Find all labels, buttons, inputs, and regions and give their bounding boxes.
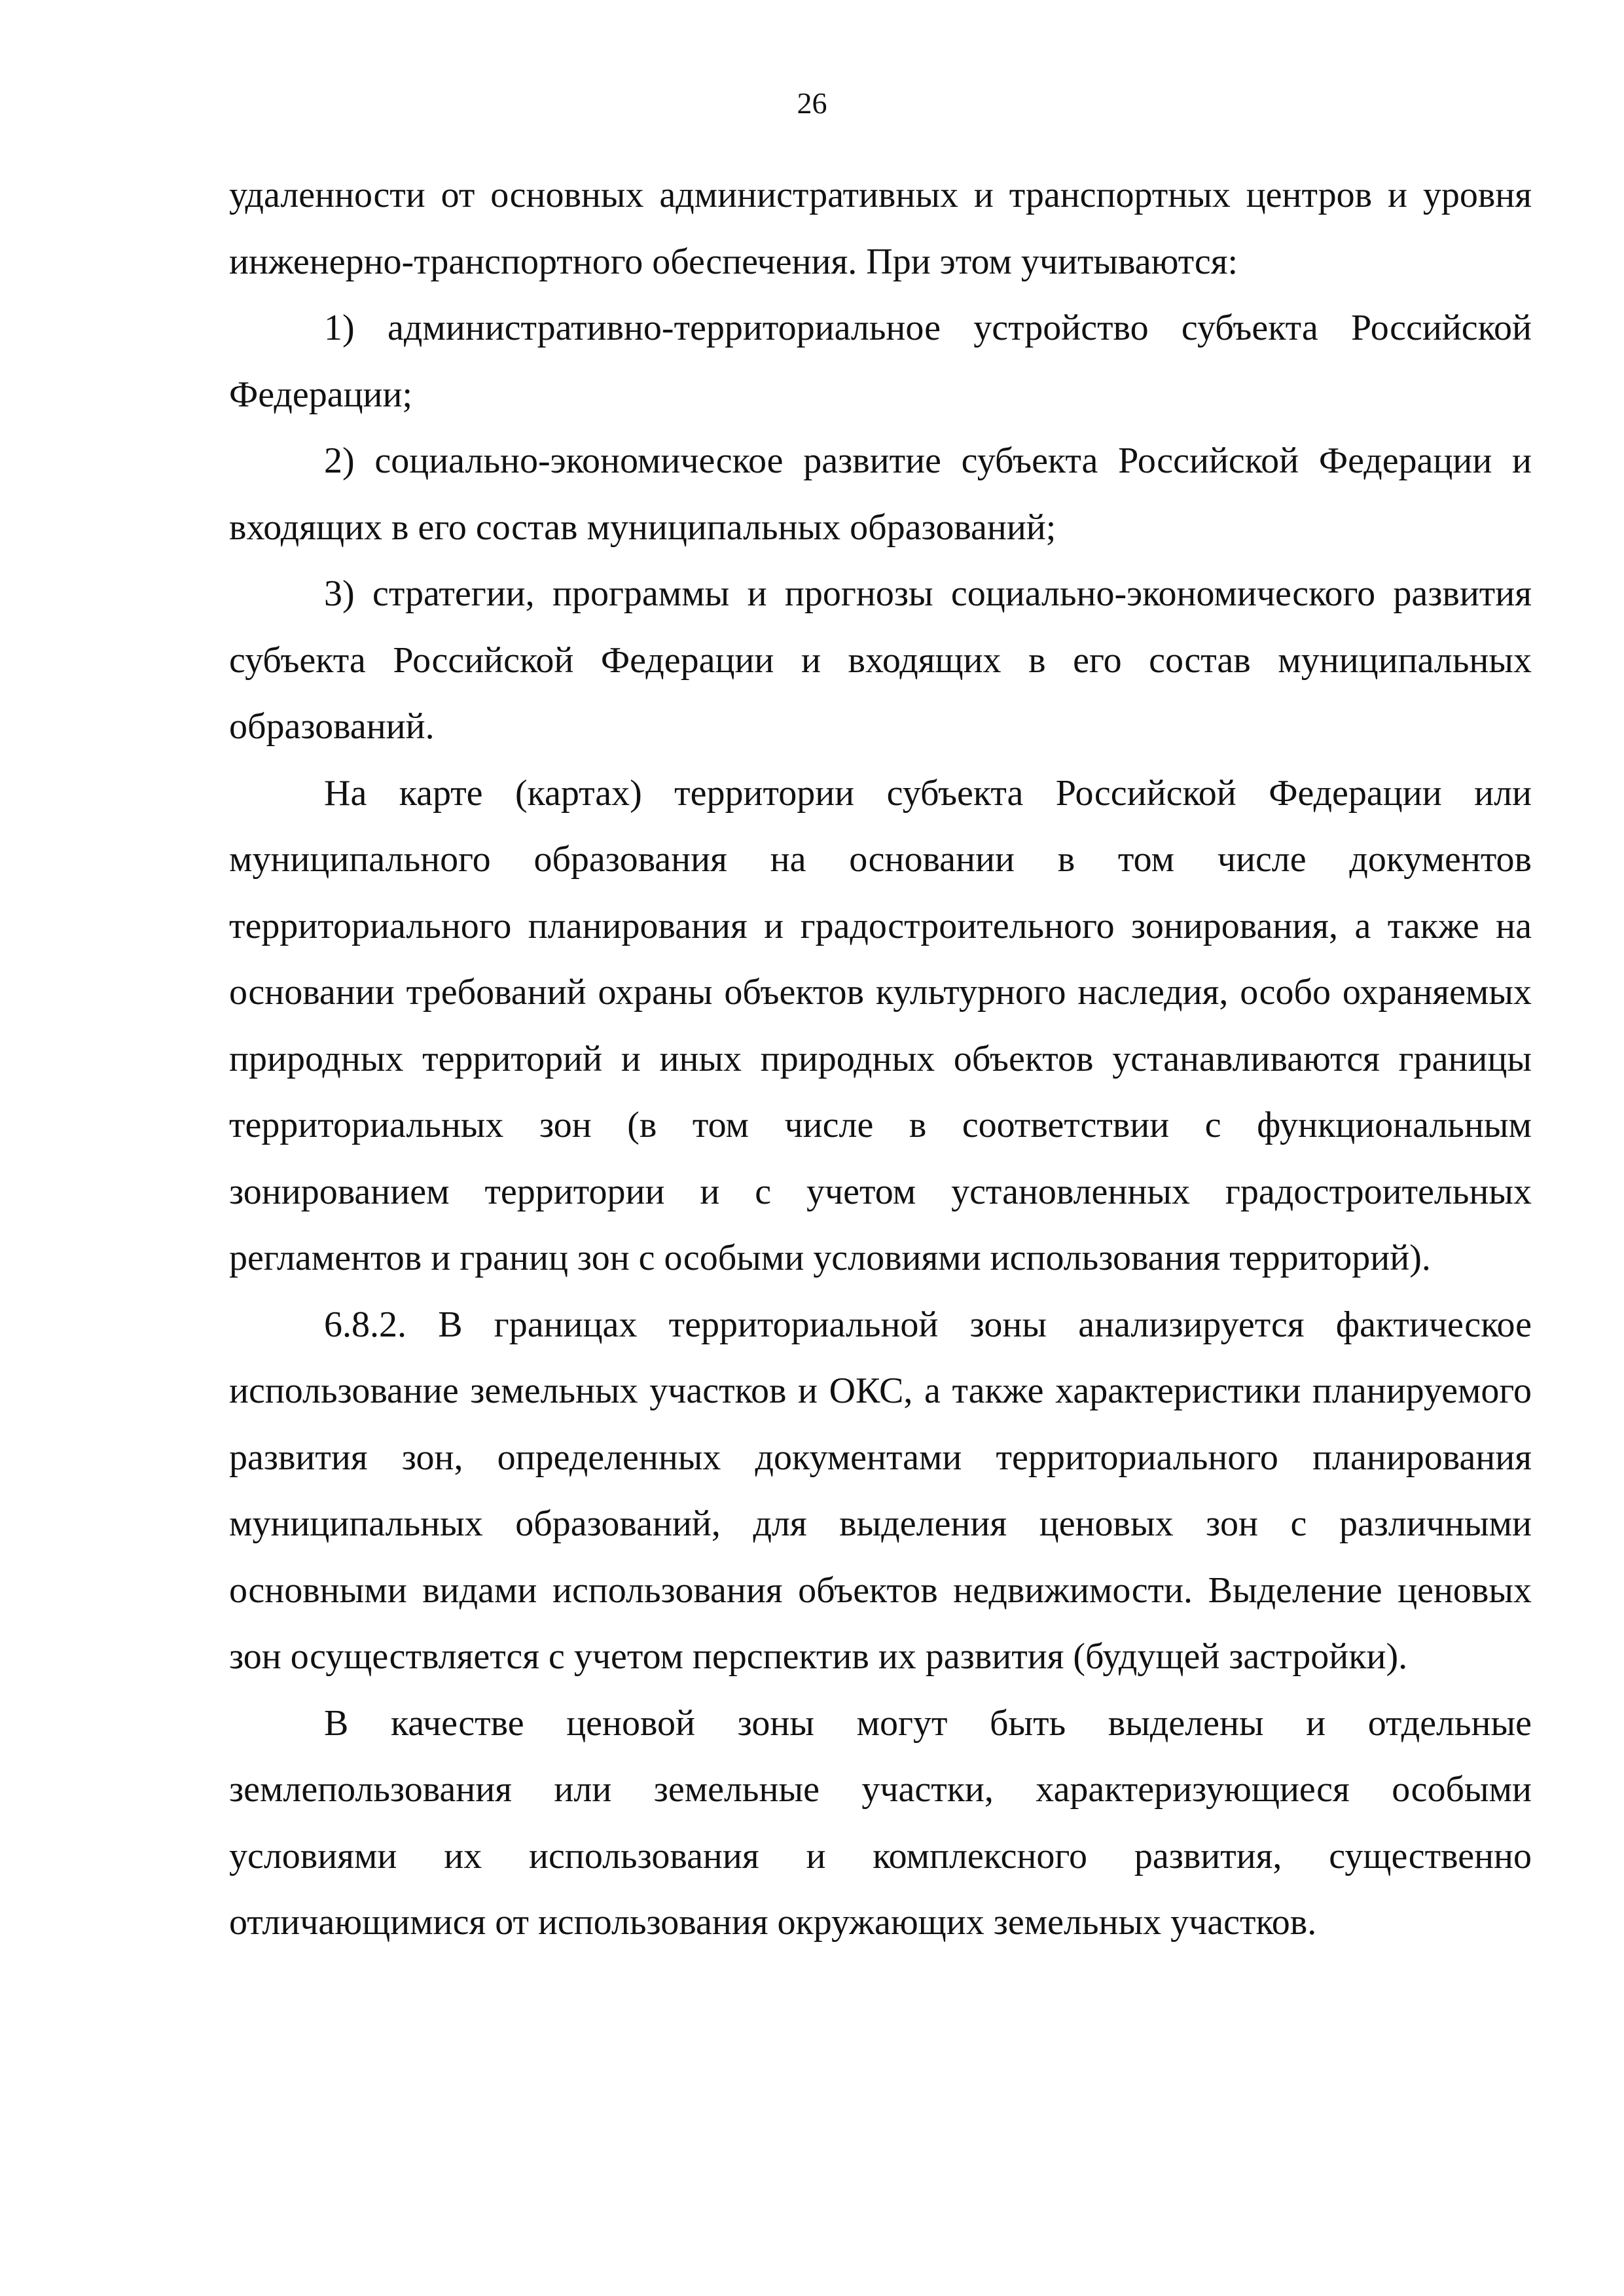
paragraph-territorial-zones-map: На карте (картах) территории субъекта Российской Федерации или муниципального образования на основании в том числе документов территориального планирования и градостроительного зонирования, а также на основании требований охраны объектов культурного наследия, особо охраняемых природных территорий и иных природных объектов устанавливаются границы территориальных зон (в том числе в соответствии с функциональным зонированием территории и с учетом установленных градостроительных регламентов и границ зон с особыми условиями использования территорий). <box>229 772 1532 1278</box>
page-number: 26 <box>797 86 827 120</box>
paragraph-section-6-8-2: 6.8.2. В границах территориальной зоны анализируется фактическое использование земельных участков и ОКС, а также характеристики планируемого развития зон, определенных документами территориального планирования муниципальных образований, для выделения ценовых зон с различными основными видами использования объектов недвижимости. Выделение ценовых зон осуществляется с учетом перспектив их развития (будущей застройки). <box>229 1304 1532 1677</box>
list-item-strategies-programs: 3) стратегии, программы и прогнозы социально-экономического развития субъекта Российской Федерации и входящих в его состав муниципальных образований. <box>229 573 1532 747</box>
list-item-administrative-division: 1) административно-территориальное устройство субъекта Российской Федерации; <box>229 308 1532 415</box>
paragraph-price-zone-allocation: В качестве ценовой зоны могут быть выделены и отдельные землепользования или земельные участки, характеризующиеся особыми условиями их использования и комплексного развития, существенно отличающимися от использования окружающих земельных участков. <box>229 1702 1532 1943</box>
list-item-socio-economic-development: 2) социально-экономическое развитие субъекта Российской Федерации и входящих в его состав муниципальных образований; <box>229 440 1532 548</box>
document-body <box>229 162 1532 1956</box>
paragraph-continuation: удаленности от основных административных и транспортных центров и уровня инженерно-транспортного обеспечения. При этом учитываются: <box>229 175 1532 282</box>
